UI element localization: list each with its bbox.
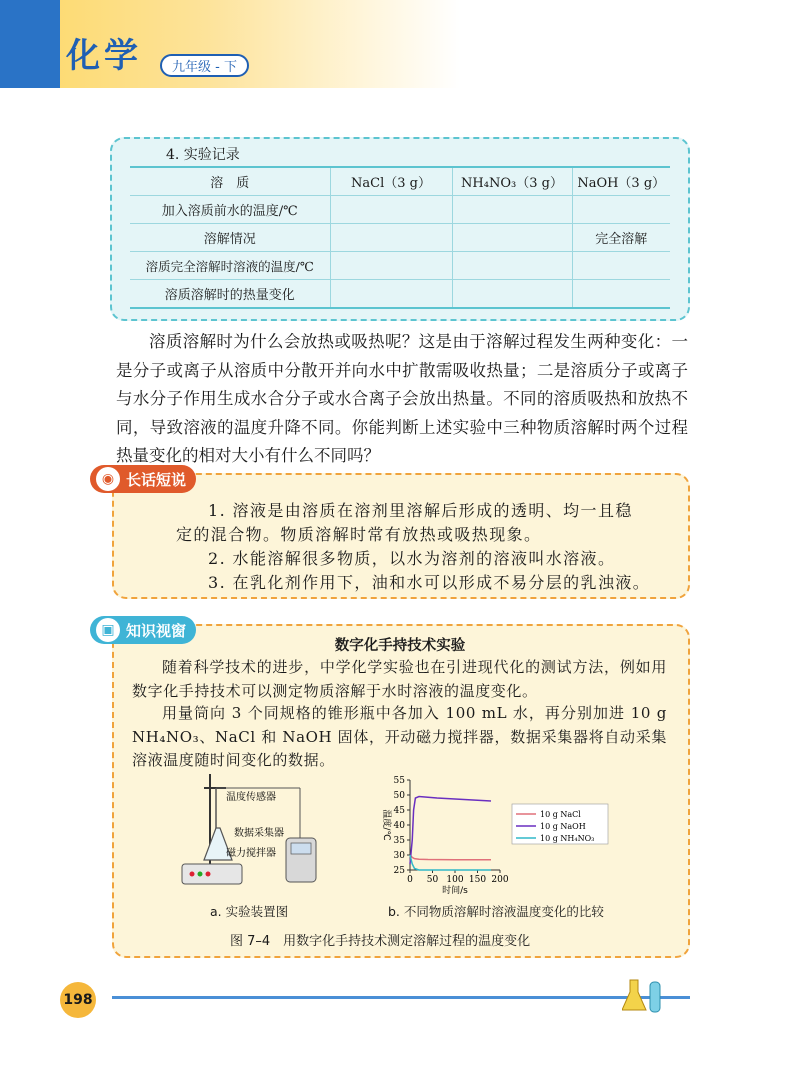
table-cell: [452, 252, 572, 280]
summary-line: 2. 水能溶解很多物质，以水为溶剂的溶液叫水溶液。: [208, 549, 616, 568]
table-cell: [452, 224, 572, 252]
table-row: [130, 196, 670, 224]
table-cell: 完全溶解: [572, 224, 670, 252]
x-tick-label: 100: [446, 875, 464, 885]
table-cell: [572, 196, 670, 224]
y-tick-label: 55: [393, 776, 405, 786]
series-line: [410, 855, 491, 870]
table-cell: [330, 252, 452, 280]
table-cell: [330, 196, 452, 224]
figure-caption: 图 7–4 用数字化手持技术测定溶解过程的温度变化: [230, 934, 531, 949]
table-row: [130, 280, 670, 309]
apparatus-illustration: [182, 774, 316, 884]
stirrer-label: 磁力搅拌器: [226, 848, 276, 859]
grade-badge: 九年级 - 下: [160, 54, 249, 77]
table-cell: [452, 196, 572, 224]
x-axis-label: 时间/s: [442, 886, 468, 896]
legend-label: 10 g NaOH: [540, 822, 586, 831]
flask-icon: [622, 976, 668, 1018]
column-header: NaOH（3 g）: [572, 167, 670, 196]
legend-label: 10 g NH₄NO₃: [540, 834, 595, 843]
table-cell: [330, 224, 452, 252]
row-label: 加入溶质前水的温度/℃: [130, 196, 330, 224]
knowledge-title: 数字化手持技术实验: [334, 638, 466, 654]
column-header: 溶 质: [130, 167, 330, 196]
table-cell: [452, 280, 572, 309]
y-tick-label: 25: [393, 866, 405, 876]
x-tick-label: 200: [491, 875, 509, 885]
row-label: 溶解情况: [130, 224, 330, 252]
series-line: [410, 797, 491, 865]
table-cell: [572, 280, 670, 309]
experiment-heading: 4. 实验记录: [166, 147, 240, 163]
table-row: [130, 252, 670, 280]
summary-tag-label: 长话短说: [126, 471, 187, 489]
page-number: 198: [60, 982, 96, 1018]
table-row: [130, 224, 670, 252]
window-icon: ▣: [96, 618, 120, 642]
x-tick-label: 150: [468, 875, 487, 885]
table-cell: [330, 280, 452, 309]
summary-line: 定的混合物。物质溶解时常有放热或吸热现象。: [176, 525, 542, 544]
y-tick-label: 30: [393, 851, 405, 861]
y-tick-label: 40: [393, 821, 405, 831]
x-tick-label: 50: [426, 875, 439, 885]
column-header: NaCl（3 g）: [330, 167, 452, 196]
summary-line: 3. 在乳化剂作用下，油和水可以形成不易分层的乳浊液。: [208, 573, 651, 592]
knowledge-tag-label: 知识视窗: [126, 622, 187, 640]
experiment-table: [130, 166, 670, 309]
subject-title: 化学: [66, 36, 142, 76]
y-axis-label: 温度/℃: [381, 809, 391, 841]
legend-label: 10 g NaCl: [540, 810, 581, 819]
x-tick-label: 0: [407, 875, 413, 885]
series-line: [410, 855, 491, 860]
y-tick-label: 50: [393, 791, 405, 801]
row-label: 溶质完全溶解时溶液的温度/℃: [130, 252, 330, 280]
collector-label: 数据采集器: [234, 828, 284, 839]
body-paragraph: 溶质溶解时为什么会放热或吸热呢？这是由于溶解过程发生两种变化：一是分子或离子从溶质中分散开并向水中扩散需吸收热量；二是溶质分子或离子与水分子作用生成水合分子或水合离子会放出热量。不同的溶质吸热和放热不同，导致溶液的温度升降不同。你能判断上述实验中三种物质溶解时两个过程热量变化的相对大小有什么不同吗？: [116, 332, 688, 465]
y-tick-label: 35: [393, 836, 405, 846]
knowledge-paragraph-2: 用量筒向 3 个同规格的锥形瓶中各加入 100 mL 水，再分别加进 10 g NH₄NO₃、NaCl 和 NaOH 固体，开动磁力搅拌器，数据采集器将自动采集溶液温度随时间变化的数据。: [132, 704, 667, 769]
y-tick-label: 45: [393, 806, 405, 816]
row-label: 溶质溶解时的热量变化: [130, 280, 330, 309]
sensor-label: 温度传感器: [226, 792, 276, 803]
column-header: NH₄NO₃（3 g）: [452, 167, 572, 196]
caption-b: b. 不同物质溶解时溶液温度变化的比较: [388, 904, 604, 919]
table-cell: [572, 252, 670, 280]
header-blue-strip: [0, 0, 60, 88]
figure-7-4: [170, 768, 650, 898]
summary-line: 1. 溶液是由溶质在溶剂里溶解后形成的透明、均一且稳: [208, 501, 633, 520]
temperature-chart: [381, 776, 608, 896]
caption-a: a. 实验装置图: [210, 904, 289, 919]
megaphone-icon: ◉: [96, 467, 120, 491]
footer-rule: [112, 996, 690, 999]
table-header-row: [130, 167, 670, 196]
knowledge-paragraph-1: 随着科学技术的进步，中学化学实验也在引进现代化的测试方法，例如用数字化手持技术可以测定物质溶解于水时溶液的温度变化。: [132, 658, 667, 700]
